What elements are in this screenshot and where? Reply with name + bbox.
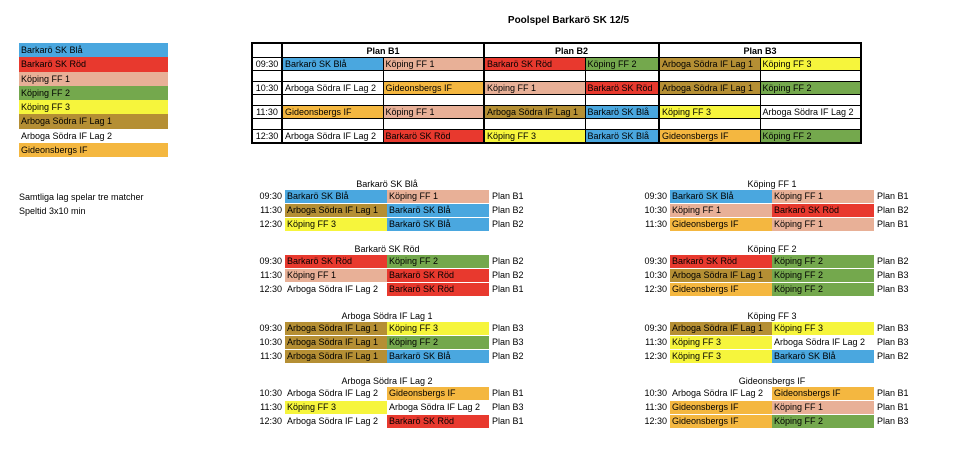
team-schedule-row bbox=[252, 204, 532, 217]
team-cell: Arboga Södra IF Lag 1 bbox=[659, 82, 760, 95]
game-time: 12:30 bbox=[644, 351, 667, 361]
game-plan: Plan B1 bbox=[877, 219, 909, 229]
team-cell: Barkarö SK Blå bbox=[387, 350, 489, 363]
team-cell: Köping FF 1 bbox=[383, 106, 484, 119]
game-time: 12:30 bbox=[259, 416, 282, 426]
game-time: 12:30 bbox=[644, 284, 667, 294]
game-time: 12:30 bbox=[644, 416, 667, 426]
team-cell: Gideonsbergs IF bbox=[772, 387, 874, 400]
legend-item: Köping FF 2 bbox=[19, 86, 168, 100]
team-cell: Köping FF 2 bbox=[387, 336, 489, 349]
spacer-cell bbox=[760, 119, 861, 130]
game-plan: Plan B2 bbox=[492, 256, 524, 266]
team-cell: Gideonsbergs IF bbox=[659, 130, 760, 144]
team-schedule-title: Arboga Södra IF Lag 2 bbox=[341, 376, 433, 386]
game-time: 09:30 bbox=[644, 191, 667, 201]
team-cell: Barkarö SK Röd bbox=[387, 269, 489, 282]
team-cell: Köping FF 3 bbox=[285, 401, 387, 414]
game-time: 11:30 bbox=[645, 402, 667, 412]
spacer-cell bbox=[383, 119, 484, 130]
team-schedule-block bbox=[637, 243, 917, 303]
legend-item: Arboga Södra IF Lag 2 bbox=[19, 129, 168, 143]
game-plan: Plan B3 bbox=[492, 337, 524, 347]
team-cell: Köping FF 1 bbox=[383, 58, 484, 71]
team-cell: Barkarö SK Blå bbox=[585, 130, 659, 144]
game-time: 10:30 bbox=[644, 205, 667, 215]
team-cell: Köping FF 1 bbox=[387, 190, 489, 203]
spacer-cell bbox=[252, 71, 282, 82]
game-time: 09:30 bbox=[644, 256, 667, 266]
team-schedule-row bbox=[637, 401, 917, 414]
team-schedule-row bbox=[637, 350, 917, 363]
team-schedule-title: Gideonsbergs IF bbox=[738, 376, 806, 386]
team-cell: Arboga Södra IF Lag 1 bbox=[484, 106, 585, 119]
team-cell: Barkarö SK Röd bbox=[387, 415, 489, 428]
team-cell: Arboga Södra IF Lag 2 bbox=[760, 106, 861, 119]
team-cell: Gideonsbergs IF bbox=[670, 401, 772, 414]
team-schedule-title: Barkarö SK Blå bbox=[356, 179, 418, 189]
game-plan: Plan B3 bbox=[877, 323, 909, 333]
team-cell: Barkarö SK Blå bbox=[282, 58, 383, 71]
spacer-row bbox=[252, 119, 861, 130]
spacer-cell bbox=[659, 119, 760, 130]
team-cell: Arboga Södra IF Lag 1 bbox=[285, 322, 387, 335]
team-cell: Arboga Södra IF Lag 1 bbox=[659, 58, 760, 71]
team-legend bbox=[19, 43, 168, 157]
game-plan: Plan B2 bbox=[877, 351, 909, 361]
note-matches: Samtliga lag spelar tre matcher bbox=[19, 192, 144, 202]
game-time: 11:30 bbox=[645, 337, 667, 347]
team-cell: Barkarö SK Blå bbox=[670, 190, 772, 203]
legend-item: Barkarö SK Röd bbox=[19, 57, 168, 71]
team-schedule-row bbox=[252, 322, 532, 335]
team-cell: Gideonsbergs IF bbox=[387, 387, 489, 400]
team-schedule-row bbox=[252, 218, 532, 231]
team-schedule-row bbox=[637, 255, 917, 268]
legend-item: Köping FF 1 bbox=[19, 72, 168, 86]
team-cell: Köping FF 3 bbox=[285, 218, 387, 231]
team-cell: Barkarö SK Blå bbox=[387, 218, 489, 231]
team-schedule-row bbox=[637, 415, 917, 428]
team-cell: Köping FF 3 bbox=[659, 106, 760, 119]
team-schedule-row bbox=[252, 336, 532, 349]
time-cell: 12:30 bbox=[252, 130, 282, 144]
legend-item: Köping FF 3 bbox=[19, 100, 168, 114]
team-cell: Arboga Södra IF Lag 2 bbox=[285, 387, 387, 400]
page-title: Poolspel Barkarö SK 12/5 bbox=[507, 15, 630, 26]
game-time: 09:30 bbox=[259, 256, 282, 266]
team-cell: Köping FF 2 bbox=[772, 415, 874, 428]
team-schedule-title: Köping FF 3 bbox=[747, 311, 797, 321]
spacer-cell bbox=[484, 95, 585, 106]
spacer-row bbox=[252, 95, 861, 106]
team-cell: Arboga Södra IF Lag 2 bbox=[670, 387, 772, 400]
team-cell: Köping FF 1 bbox=[285, 269, 387, 282]
team-schedule-row bbox=[637, 387, 917, 400]
team-cell: Barkarö SK Röd bbox=[383, 130, 484, 144]
team-cell: Arboga Södra IF Lag 1 bbox=[670, 322, 772, 335]
spacer-row bbox=[252, 71, 861, 82]
team-cell: Gideonsbergs IF bbox=[670, 415, 772, 428]
spacer-cell bbox=[484, 119, 585, 130]
legend-item: Barkarö SK Blå bbox=[19, 43, 168, 57]
team-schedule-block bbox=[637, 310, 917, 370]
game-time: 10:30 bbox=[259, 337, 282, 347]
game-time: 09:30 bbox=[259, 323, 282, 333]
spacer-cell bbox=[282, 119, 383, 130]
game-plan: Plan B2 bbox=[492, 270, 524, 280]
game-time: 11:30 bbox=[260, 205, 282, 215]
time-cell: 09:30 bbox=[252, 58, 282, 71]
game-plan: Plan B2 bbox=[492, 219, 524, 229]
team-cell: Arboga Södra IF Lag 1 bbox=[670, 269, 772, 282]
team-schedule-row bbox=[637, 283, 917, 296]
team-schedule-row bbox=[252, 190, 532, 203]
schedule-row bbox=[252, 106, 861, 119]
team-schedule-title: Köping FF 1 bbox=[747, 179, 797, 189]
team-cell: Köping FF 3 bbox=[670, 336, 772, 349]
team-cell: Barkarö SK Röd bbox=[585, 82, 659, 95]
team-cell: Gideonsbergs IF bbox=[282, 106, 383, 119]
game-time: 09:30 bbox=[644, 323, 667, 333]
team-cell: Köping FF 2 bbox=[585, 58, 659, 71]
team-cell: Köping FF 1 bbox=[772, 401, 874, 414]
team-cell: Köping FF 3 bbox=[772, 322, 874, 335]
game-plan: Plan B3 bbox=[877, 416, 909, 426]
game-plan: Plan B1 bbox=[492, 284, 524, 294]
team-cell: Gideonsbergs IF bbox=[383, 82, 484, 95]
team-cell: Köping FF 2 bbox=[772, 283, 874, 296]
team-cell: Barkarö SK Röd bbox=[484, 58, 585, 71]
team-cell: Köping FF 1 bbox=[670, 204, 772, 217]
schedule-row bbox=[252, 82, 861, 95]
team-schedule-block bbox=[637, 375, 917, 435]
team-cell: Gideonsbergs IF bbox=[670, 218, 772, 231]
team-schedule-row bbox=[252, 255, 532, 268]
team-cell: Arboga Södra IF Lag 2 bbox=[772, 336, 874, 349]
game-plan: Plan B2 bbox=[877, 256, 909, 266]
team-cell: Barkarö SK Röd bbox=[387, 283, 489, 296]
team-schedule-block bbox=[252, 178, 532, 238]
legend-item: Gideonsbergs IF bbox=[19, 143, 168, 157]
time-header-cell bbox=[252, 43, 282, 58]
team-cell: Gideonsbergs IF bbox=[670, 283, 772, 296]
spacer-cell bbox=[659, 95, 760, 106]
team-cell: Barkarö SK Blå bbox=[585, 106, 659, 119]
legend-item: Arboga Södra IF Lag 1 bbox=[19, 114, 168, 128]
team-cell: Köping FF 3 bbox=[760, 58, 861, 71]
game-time: 10:30 bbox=[644, 270, 667, 280]
game-plan: Plan B2 bbox=[492, 205, 524, 215]
team-cell: Köping FF 3 bbox=[670, 350, 772, 363]
spacer-cell bbox=[585, 71, 659, 82]
team-cell: Barkarö SK Röd bbox=[670, 255, 772, 268]
team-schedule-block bbox=[252, 375, 532, 435]
team-cell: Köping FF 3 bbox=[484, 130, 585, 144]
spacer-cell bbox=[282, 95, 383, 106]
time-cell: 11:30 bbox=[252, 106, 282, 119]
game-time: 12:30 bbox=[259, 219, 282, 229]
team-cell: Köping FF 3 bbox=[387, 322, 489, 335]
game-time: 10:30 bbox=[644, 388, 667, 398]
team-cell: Köping FF 2 bbox=[387, 255, 489, 268]
team-schedule-row bbox=[637, 336, 917, 349]
game-plan: Plan B1 bbox=[492, 416, 524, 426]
plan-header: Plan B3 bbox=[659, 43, 861, 58]
team-cell: Köping FF 1 bbox=[772, 190, 874, 203]
game-plan: Plan B1 bbox=[877, 388, 909, 398]
game-plan: Plan B1 bbox=[877, 402, 909, 412]
team-schedule-block bbox=[252, 310, 532, 370]
spacer-cell bbox=[252, 95, 282, 106]
game-time: 09:30 bbox=[259, 191, 282, 201]
team-schedule-row bbox=[252, 269, 532, 282]
game-plan: Plan B2 bbox=[492, 351, 524, 361]
team-schedule-row bbox=[252, 415, 532, 428]
spacer-cell bbox=[383, 71, 484, 82]
team-schedule-row bbox=[252, 350, 532, 363]
game-time: 11:30 bbox=[260, 351, 282, 361]
team-cell: Köping FF 2 bbox=[760, 82, 861, 95]
game-plan: Plan B2 bbox=[877, 205, 909, 215]
spacer-cell bbox=[282, 71, 383, 82]
team-schedule-row bbox=[637, 204, 917, 217]
game-plan: Plan B3 bbox=[492, 323, 524, 333]
team-schedule-row bbox=[637, 269, 917, 282]
team-cell: Köping FF 2 bbox=[772, 255, 874, 268]
team-cell: Arboga Södra IF Lag 2 bbox=[282, 82, 383, 95]
game-time: 11:30 bbox=[260, 270, 282, 280]
team-schedule-row bbox=[637, 190, 917, 203]
game-plan: Plan B1 bbox=[492, 191, 524, 201]
team-cell: Köping FF 1 bbox=[772, 218, 874, 231]
game-time: 11:30 bbox=[260, 402, 282, 412]
time-cell: 10:30 bbox=[252, 82, 282, 95]
spacer-cell bbox=[585, 95, 659, 106]
game-plan: Plan B1 bbox=[877, 191, 909, 201]
team-schedule-title: Barkarö SK Röd bbox=[354, 244, 420, 254]
team-schedule-block bbox=[637, 178, 917, 238]
plan-header: Plan B2 bbox=[484, 43, 659, 58]
plan-header: Plan B1 bbox=[282, 43, 484, 58]
note-playtime: Speltid 3x10 min bbox=[19, 206, 86, 216]
spacer-cell bbox=[383, 95, 484, 106]
game-plan: Plan B3 bbox=[492, 402, 524, 412]
team-schedule-row bbox=[252, 401, 532, 414]
game-plan: Plan B3 bbox=[877, 337, 909, 347]
team-cell: Barkarö SK Blå bbox=[387, 204, 489, 217]
spacer-cell bbox=[585, 119, 659, 130]
team-cell: Barkarö SK Blå bbox=[772, 350, 874, 363]
game-plan: Plan B3 bbox=[877, 270, 909, 280]
spacer-cell bbox=[659, 71, 760, 82]
team-schedule-row bbox=[252, 283, 532, 296]
team-cell: Arboga Södra IF Lag 1 bbox=[285, 336, 387, 349]
team-cell: Arboga Södra IF Lag 2 bbox=[285, 283, 387, 296]
team-cell: Barkarö SK Röd bbox=[772, 204, 874, 217]
team-cell: Arboga Södra IF Lag 2 bbox=[387, 401, 489, 414]
team-schedule-title: Arboga Södra IF Lag 1 bbox=[341, 311, 433, 321]
spacer-cell bbox=[760, 71, 861, 82]
team-cell: Arboga Södra IF Lag 1 bbox=[285, 204, 387, 217]
team-cell: Arboga Södra IF Lag 2 bbox=[282, 130, 383, 144]
team-cell: Barkarö SK Blå bbox=[285, 190, 387, 203]
team-cell: Köping FF 1 bbox=[484, 82, 585, 95]
spacer-cell bbox=[484, 71, 585, 82]
team-cell: Arboga Södra IF Lag 1 bbox=[285, 350, 387, 363]
spacer-cell bbox=[252, 119, 282, 130]
team-schedule-row bbox=[637, 218, 917, 231]
game-time: 11:30 bbox=[645, 219, 667, 229]
game-plan: Plan B3 bbox=[877, 284, 909, 294]
team-schedule-row bbox=[637, 322, 917, 335]
team-cell: Köping FF 2 bbox=[772, 269, 874, 282]
game-time: 10:30 bbox=[259, 388, 282, 398]
schedule-row bbox=[252, 58, 861, 71]
schedule-table bbox=[251, 42, 862, 144]
team-cell: Barkarö SK Röd bbox=[285, 255, 387, 268]
team-cell: Köping FF 2 bbox=[760, 130, 861, 144]
game-plan: Plan B1 bbox=[492, 388, 524, 398]
team-schedule-row bbox=[252, 387, 532, 400]
team-cell: Arboga Södra IF Lag 2 bbox=[285, 415, 387, 428]
spacer-cell bbox=[760, 95, 861, 106]
game-time: 12:30 bbox=[259, 284, 282, 294]
schedule-row bbox=[252, 130, 861, 144]
team-schedule-title: Köping FF 2 bbox=[747, 244, 797, 254]
team-schedule-block bbox=[252, 243, 532, 303]
